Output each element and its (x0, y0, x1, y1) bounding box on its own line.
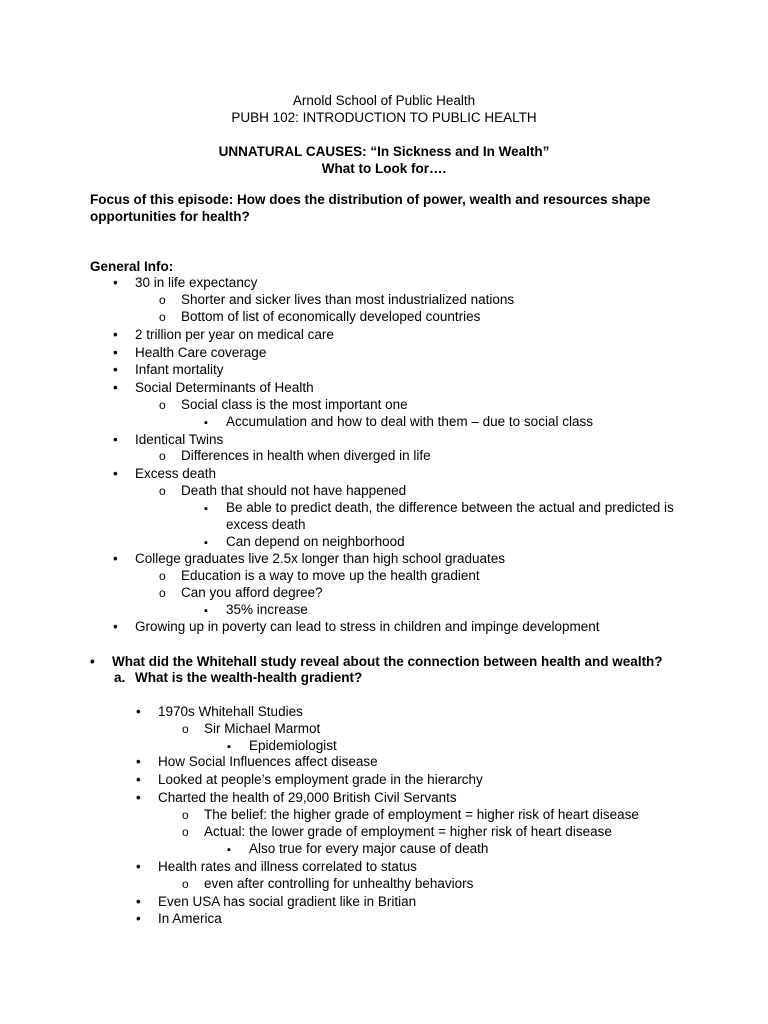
circle-bullet-icon (159, 482, 166, 500)
bullet-icon (113, 344, 118, 361)
bullet-icon (113, 431, 118, 448)
circle-bullet-icon (159, 447, 166, 465)
list-item: 35% increase (226, 602, 308, 617)
list-item: Even USA has social gradient like in Britian (158, 894, 417, 909)
bullet-icon (136, 703, 141, 720)
bullet-icon (136, 910, 141, 927)
circle-bullet-icon (159, 567, 166, 585)
school-name: Arnold School of Public Health (292, 93, 476, 108)
circle-bullet-icon (159, 584, 166, 602)
list-item: Death that should not have happened (181, 483, 407, 498)
list-item: Excess death (135, 466, 217, 481)
list-item: Education is a way to move up the health gradient (181, 568, 480, 583)
square-bullet-icon (204, 413, 208, 432)
list-item: Infant mortality (135, 362, 224, 377)
bullet-icon (113, 326, 118, 343)
list-item: In America (158, 911, 222, 926)
list-item: Actual: the lower grade of employment = higher risk of heart disease (204, 824, 612, 839)
list-item: Differences in health when diverged in life (181, 448, 431, 463)
circle-bullet-icon (182, 720, 189, 738)
list-item: Also true for every major cause of death (249, 841, 489, 856)
bullet-icon (113, 618, 118, 635)
list-item: 30 in life expectancy (135, 275, 258, 290)
circle-bullet-icon (159, 291, 166, 309)
list-item: Accumulation and how to deal with them – due to social class (226, 414, 593, 429)
general-info-heading: General Info: (90, 259, 174, 274)
list-item: Identical Twins (135, 432, 224, 447)
list-item: Health Care coverage (135, 345, 267, 360)
list-item: Looked at people’s employment grade in the hierarchy (158, 772, 483, 787)
list-item: College graduates live 2.5x longer than high school graduates (135, 551, 505, 566)
circle-bullet-icon (159, 396, 166, 414)
bullet-icon (136, 753, 141, 770)
list-item: The belief: the higher grade of employment = higher risk of heart disease (204, 807, 639, 822)
list-item: Epidemiologist (249, 738, 337, 753)
list-item: 1970s Whitehall Studies (158, 704, 303, 719)
episode-title: UNNATURAL CAUSES: “In Sickness and In Wealth” (218, 144, 550, 159)
bullet-icon (113, 465, 118, 482)
circle-bullet-icon (182, 823, 189, 841)
list-item: Social Determinants of Health (135, 380, 314, 395)
list-item: Can depend on neighborhood (226, 534, 405, 549)
bullet-icon (90, 653, 95, 670)
bullet-icon (113, 274, 118, 291)
list-item: Shorter and sicker lives than most industrialized nations (181, 292, 515, 307)
list-item: Sir Michael Marmot (204, 721, 321, 736)
bullet-icon (136, 893, 141, 910)
list-item: Social class is the most important one (181, 397, 408, 412)
bullet-icon (113, 379, 118, 396)
list-item: Charted the health of 29,000 British Civil Servants (158, 790, 457, 805)
bullet-icon (136, 771, 141, 788)
sub-question-label: a. (114, 670, 126, 685)
bullet-icon (136, 789, 141, 806)
circle-bullet-icon (182, 875, 189, 893)
course-title: PUBH 102: INTRODUCTION TO PUBLIC HEALTH (231, 110, 537, 125)
list-item: Be able to predict death, the difference between the actual and predicted is excess death (226, 500, 674, 533)
list-item: Health rates and illness correlated to status (158, 859, 417, 874)
list-item: Bottom of list of economically developed countries (181, 309, 481, 324)
square-bullet-icon (227, 840, 231, 859)
bullet-icon (136, 858, 141, 875)
sub-question: What is the wealth-health gradient? (135, 670, 363, 685)
list-item: Growing up in poverty can lead to stress in children and impinge development (135, 619, 600, 634)
list-item: 2 trillion per year on medical care (135, 327, 334, 342)
list-item: even after controlling for unhealthy behaviors (204, 876, 474, 891)
episode-subtitle: What to Look for…. (321, 161, 447, 176)
circle-bullet-icon (159, 308, 166, 326)
bullet-icon (113, 361, 118, 378)
square-bullet-icon (204, 499, 208, 518)
focus-question: Focus of this episode: How does the distribution of power, wealth and resources shape opportunities for health? (90, 192, 651, 225)
list-item: Can you afford degree? (181, 585, 323, 600)
circle-bullet-icon (182, 806, 189, 824)
whitehall-question: What did the Whitehall study reveal about the connection between health and wealth? (112, 654, 663, 669)
bullet-icon (113, 550, 118, 567)
list-item: How Social Influences affect disease (158, 754, 378, 769)
